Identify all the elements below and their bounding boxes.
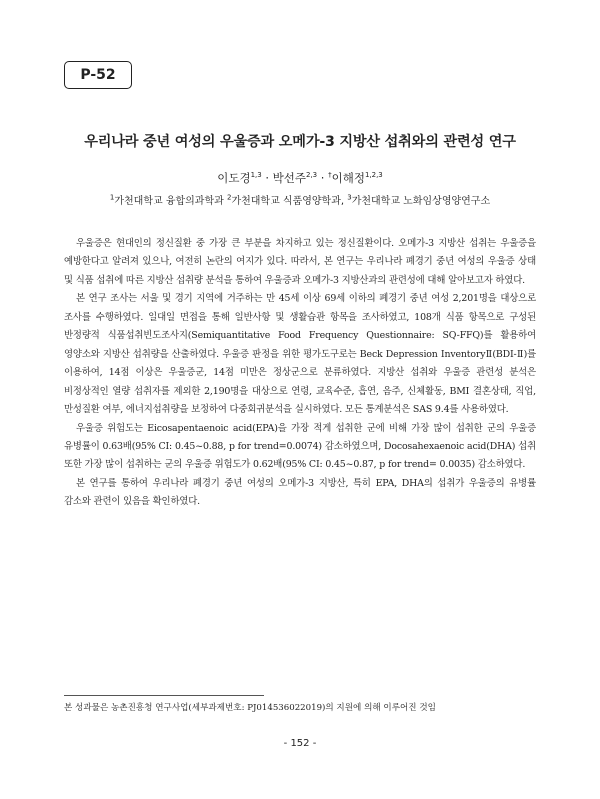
affiliation-number: 3: [347, 193, 352, 202]
author-line: [60, 170, 540, 186]
affiliation-text: 가천대학교 식품영양학과,: [231, 196, 348, 207]
affiliation-line: [60, 192, 540, 207]
affiliation-text: 가천대학교 융합의과학과: [114, 196, 227, 207]
paragraph-results: 우울증 위험도는 Eicosapentaenoic acid(EPA)을 가장 적게 섭취한 군에 비해 가장 많이 섭취한 군의 우울증 유병률이 0.63배(95% CI: 0.45~0.88, p for trend=0.0074) 감소하였으며, Docosahexaenoic acid(DHA) 섭취 또한 가장 많이 섭취하는 군의 우울증 위험도가 0.62배(95% CI: 0.45~0.87, p for trend= 0.0035) 감소하였다.: [64, 422, 536, 471]
author-name: 이해정: [331, 171, 365, 185]
author-separator: ·: [317, 171, 329, 185]
author-name: 박선주: [272, 171, 306, 185]
corresponding-author-dagger: †: [328, 171, 332, 180]
affiliation-number: 2: [226, 193, 232, 202]
paragraph-introduction: 우울증은 현대인의 정신질환 중 가장 큰 부분을 차지하고 있는 정신질환이다. 오메가-3 지방산 섭취는 우울증을 예방한다고 알려져 있으나, 여전히 논란의 여지가 있다. 따라서, 본 연구는 우리나라 폐경기 중년 여성의 우울증 상태 및 식품 섭취에 따른 지방산 섭취량 분석을 통하여 우울증과 오메가-3 지방산과의 관련성에 대해 알아보고자 하였다.: [64, 238, 536, 286]
footnote-divider: [64, 695, 264, 696]
paper-title: 우리나라 중년 여성의 우울증과 오메가-3 지방산 섭취와의 관련성 연구: [84, 134, 516, 150]
affiliation-number: 1: [109, 193, 115, 202]
abstract-body: [64, 235, 536, 512]
author-affiliation-marker: 1,3: [250, 171, 262, 180]
affiliation-text: 가천대학교 노화임상영양연구소: [351, 196, 491, 207]
author-name: 이도경: [217, 171, 251, 185]
author-affiliation-marker: 2,3: [306, 171, 318, 180]
author-affiliation-marker: 1,2,3: [364, 171, 383, 180]
paragraph-methods: 본 연구 조사는 서울 및 경기 지역에 거주하는 만 45세 이상 69세 이하의 폐경기 중년 여성 2,201명을 대상으로 조사를 수행하였다. 일대일 면접을 통해 일반사항 및 생활습관 항목을 조사하였고, 108개 식품 항목으로 구성된 반정량적 식품섭취빈도조사지(Semiquantitative Food Frequency Questionnaire: SQ-FFQ)를 활용하여 영양소와 지방산 섭취량을 산출하였다. 우울증 판정을 위한 평가도구로는 Beck Depression InventoryⅡ(BDI-Ⅱ)를 이용하여, 14점 이상은 우울증군, 14점 미만은 정상군으로 분류하였다. 지방산 섭취와 우울증 관련성 분석은 비정상적인 열량 섭취자를 제외한 2,190명을 대상으로 연령, 교육수준, 흡연, 음주, 신체활동, BMI 결혼상태, 직업, 만성질환 여부, 에너지섭취량을 보정하여 다중회귀분석을 실시하였다. 모든 통계분석은 SAS 9.4를 사용하였다.: [64, 293, 536, 416]
paragraph-conclusion: 본 연구를 통하여 우리나라 폐경기 중년 여성의 오메가-3 지방산, 특히 EPA, DHA의 섭취가 우울증의 유병률 감소와 관련이 있음을 확인하였다.: [64, 477, 536, 508]
funding-footnote: 본 성과물은 농촌진흥청 연구사업(세부과제번호: PJ014536022019)의 지원에 의해 이루어진 것임: [64, 703, 436, 713]
page-number: - 152 -: [283, 738, 317, 749]
author-separator: ·: [261, 171, 273, 185]
poster-number-badge: P-52: [64, 61, 132, 89]
